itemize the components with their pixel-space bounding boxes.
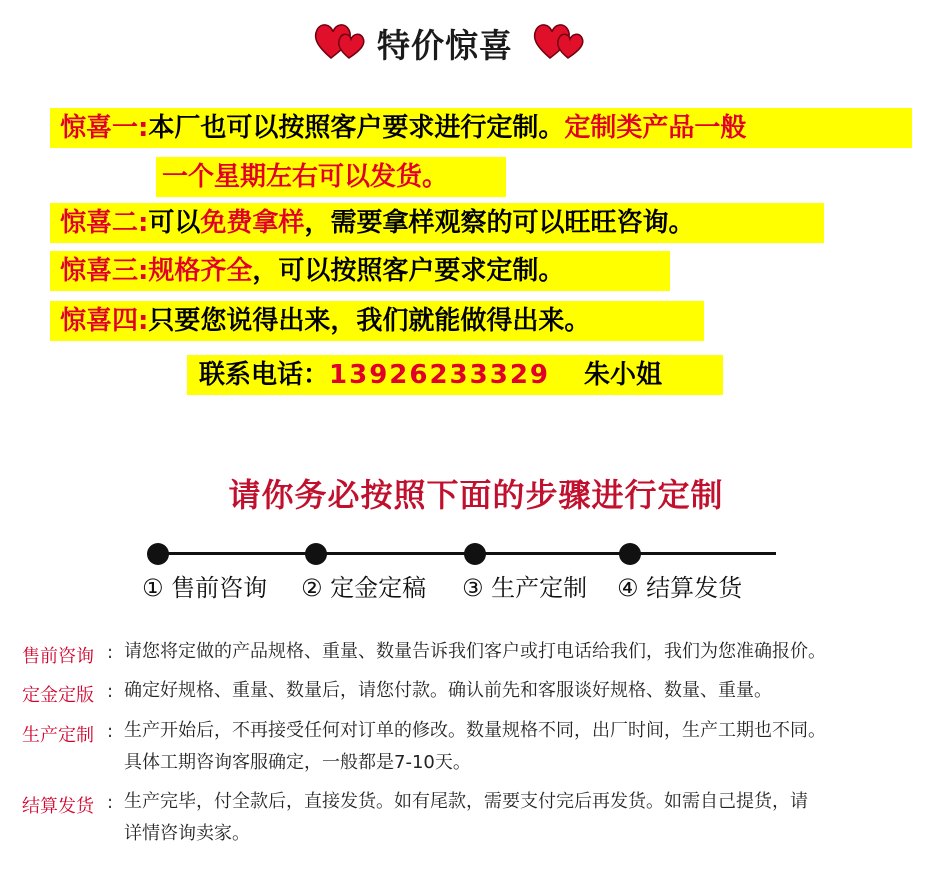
step-label: ① 售前咨询 [142, 574, 268, 602]
surprise-one-continuation [156, 157, 506, 197]
detail-text: 确定好规格、重量、数量后，请您付款。确认前先和客服谈好规格、数量、重量。 [124, 680, 772, 701]
contact-label: 联系电话： [199, 360, 330, 390]
header [0, 14, 952, 70]
hearts-left-icon [313, 18, 369, 62]
surprise-four [50, 301, 704, 341]
surprise-two [50, 203, 824, 243]
detail-colon: : [107, 721, 114, 742]
surprise-label: 惊喜四: [60, 306, 149, 336]
phone-number: 13926233329 [329, 360, 551, 390]
detail-colon: : [107, 681, 114, 702]
timeline-dot [619, 543, 641, 565]
detail-text: 具体工期咨询客服确定，一般都是7-10天。 [124, 752, 471, 773]
surprise-label: 惊喜二: [60, 208, 149, 238]
detail-text: 请您将定做的产品规格、重量、数量告诉我们客户或打电话给我们，我们为您准确报价。 [124, 641, 826, 662]
detail-text: 详情咨询卖家。 [124, 823, 250, 844]
surprise-one [50, 108, 912, 148]
page-title: 特价惊喜 [377, 26, 513, 65]
detail-label: 售前咨询 [22, 646, 94, 667]
contact-line [187, 355, 723, 395]
surprise-label: 惊喜三: [60, 256, 149, 286]
surprise-text: 本厂也可以按照客户要求进行定制。 [148, 113, 565, 143]
detail-colon: : [107, 792, 114, 813]
detail-text: 生产开始后，不再接受任何对订单的修改。数量规格不同，出厂时间，生产工期也不同。 [124, 720, 826, 741]
detail-text: 生产完毕，付全款后，直接发货。如有尾款，需要支付完后再发货。如需自己提货，请 [124, 791, 808, 812]
hearts-right-icon [532, 18, 588, 62]
step-label: ② 定金定稿 [301, 574, 427, 602]
surprise-highlight: 规格齐全 [148, 256, 253, 286]
detail-label: 定金定版 [22, 685, 94, 706]
step-label: ④ 结算发货 [617, 574, 743, 602]
detail-label: 结算发货 [22, 796, 94, 817]
surprise-continuation-text: 一个星期左右可以发货。 [162, 162, 449, 192]
timeline-dot [147, 543, 169, 565]
detail-colon: : [107, 642, 114, 663]
contact-name: 朱小姐 [584, 360, 663, 390]
surprise-text-pre: 可以 [148, 208, 201, 238]
surprise-three [50, 251, 670, 291]
timeline-dot [464, 543, 486, 565]
steps-heading: 请你务必按照下面的步骤进行定制 [228, 476, 724, 514]
surprise-highlight: 免费拿样 [200, 208, 305, 238]
surprise-highlight: 定制类产品一般 [564, 113, 747, 143]
surprise-text-post: ，可以按照客户要求定制。 [252, 256, 565, 286]
surprise-text: 只要您说得出来，我们就能做得出来。 [148, 306, 591, 336]
surprise-label: 惊喜一: [60, 113, 149, 143]
step-label: ③ 生产定制 [462, 574, 588, 602]
surprise-text-post: ，需要拿样观察的可以旺旺咨询。 [304, 208, 695, 238]
detail-label: 生产定制 [22, 725, 94, 746]
timeline-dot [305, 543, 327, 565]
